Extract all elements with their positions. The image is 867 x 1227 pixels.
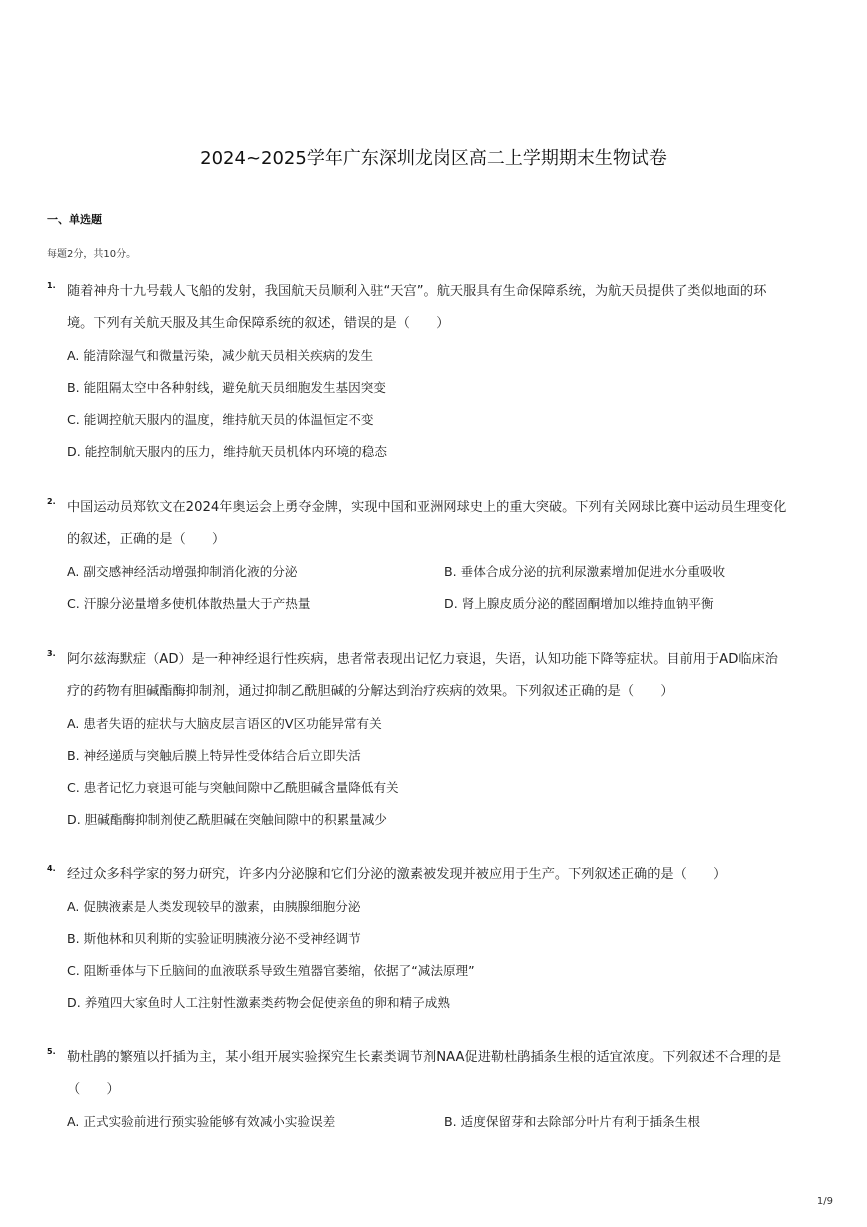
option-d: D. 养殖四大家鱼时人工注射性激素类药物会促使亲鱼的卵和精子成熟: [67, 995, 450, 1010]
question-number: 1.: [47, 281, 56, 290]
question-number: 5.: [47, 1047, 56, 1056]
question-stem-line: （ ）: [67, 1082, 120, 1097]
question-stem-line: 的叙述，正确的是（ ）: [67, 532, 226, 547]
page-title: 2024~2025学年广东深圳龙岗区高二上学期期末生物试卷: [200, 148, 667, 169]
question-stem-line: 中国运动员郑钦文在2024年奥运会上勇夺金牌，实现中国和亚洲网球史上的重大突破。下列有关网球比赛中运动员生理变化: [67, 500, 787, 515]
question-number: 2.: [47, 497, 56, 506]
question-stem-line: 阿尔兹海默症（AD）是一种神经退行性疾病，患者常表现出记忆力衰退，失语，认知功能下降等症状。目前用于AD临床治: [67, 652, 778, 667]
question-number: 3.: [47, 649, 56, 658]
option-c: C. 阻断垂体与下丘脑间的血液联系导致生殖器官萎缩，依据了“减法原理”: [67, 963, 475, 978]
option-a: A. 促胰液素是人类发现较早的激素，由胰腺细胞分泌: [67, 899, 361, 914]
question-stem-line: 境。下列有关航天服及其生命保障系统的叙述，错误的是（ ）: [67, 316, 450, 331]
question-stem-line: 随着神舟十九号载人飞船的发射，我国航天员顺利入驻“天宫”。航天服具有生命保障系统，为航天员提供了类似地面的环: [67, 284, 767, 299]
question-stem-line: 疗的药物有胆碱酯酶抑制剂，通过抑制乙酰胆碱的分解达到治疗疾病的效果。下列叙述正确的是（ ）: [67, 684, 674, 699]
section-note: 每题2分，共10分。: [47, 249, 137, 260]
option-b: B. 垂体合成分泌的抗利尿激素增加促进水分重吸收: [444, 564, 726, 579]
option-a: A. 患者失语的症状与大脑皮层言语区的V区功能异常有关: [67, 716, 382, 731]
option-d: D. 胆碱酯酶抑制剂使乙酰胆碱在突触间隙中的积累量减少: [67, 812, 387, 827]
option-a: A. 副交感神经活动增强抑制消化液的分泌: [67, 564, 298, 579]
option-b: B. 适度保留芽和去除部分叶片有利于插条生根: [444, 1114, 700, 1129]
question-number: 4.: [47, 864, 56, 873]
page-number: 1/9: [816, 1196, 833, 1207]
option-b: B. 能阻隔太空中各种射线，避免航天员细胞发生基因突变: [67, 380, 386, 395]
section-heading: 一、单选题: [47, 213, 102, 226]
option-a: A. 正式实验前进行预实验能够有效减小实验误差: [67, 1114, 336, 1129]
option-d: D. 肾上腺皮质分泌的醛固酮增加以维持血钠平衡: [444, 596, 714, 611]
option-c: C. 患者记忆力衰退可能与突触间隙中乙酰胆碱含量降低有关: [67, 780, 399, 795]
option-a: A. 能清除湿气和微量污染，减少航天员相关疾病的发生: [67, 348, 374, 363]
question-stem-line: 经过众多科学家的努力研究，许多内分泌腺和它们分泌的激素被发现并被应用于生产。下列叙述正确的是（ ）: [67, 867, 727, 882]
option-c: C. 能调控航天服内的温度，维持航天员的体温恒定不变: [67, 412, 374, 427]
option-d: D. 能控制航天服内的压力，维持航天员机体内环境的稳态: [67, 444, 387, 459]
option-c: C. 汗腺分泌量增多使机体散热量大于产热量: [67, 596, 311, 611]
option-b: B. 神经递质与突触后膜上特异性受体结合后立即失活: [67, 748, 361, 763]
option-b: B. 斯他林和贝利斯的实验证明胰液分泌不受神经调节: [67, 931, 361, 946]
question-stem-line: 勒杜鹃的繁殖以扦插为主，某小组开展实验探究生长素类调节剂NAA促进勒杜鹃插条生根的适宜浓度。下列叙述不合理的是: [67, 1050, 782, 1065]
